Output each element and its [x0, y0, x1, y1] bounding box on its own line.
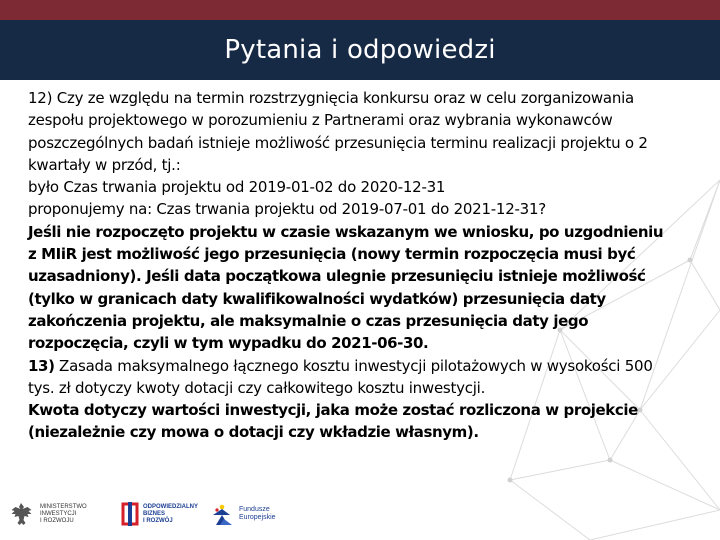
- odpowiedzialny-line2: BIZNES: [143, 510, 166, 517]
- question-12-proposed: proponujemy na: Czas trwania projektu od 2019-07-01 do 2021-12-31?: [28, 200, 546, 219]
- ministry-name-line3: I ROZWOJU: [40, 517, 74, 524]
- answer-13: Kwota dotyczy wartości inwestycji, jaka może zostać rozliczona w projekcie (niezależnie czy mowa o dotacji czy wkładzie własnym).: [28, 401, 638, 442]
- odpowiedzialny-biznes-logo: [120, 496, 198, 532]
- title-band: [0, 20, 720, 80]
- slide-title: Pytania i odpowiedzi: [224, 35, 496, 65]
- question-13-text: Zasada maksymalnego łącznego kosztu inwestycji pilotażowych w wysokości 500 tys. zł dotyczy kwoty dotacji czy całkowitego kosztu inwestycji.: [28, 356, 653, 397]
- question-13: [28, 355, 668, 400]
- question-12-was: było Czas trwania projektu od 2019-01-02 do 2020-12-31: [28, 178, 446, 197]
- ministry-logo: [6, 496, 87, 532]
- fundusze-europejskie-logo: [210, 496, 276, 532]
- eu-funds-line2: Europejskie: [239, 514, 276, 521]
- top-accent-band: [0, 0, 720, 20]
- ministry-name-line1: MINISTERSTWO: [40, 503, 87, 510]
- odpowiedzialny-line1: ODPOWIEDZIALNY: [143, 503, 198, 510]
- eu-funds-line1: Fundusze: [239, 506, 270, 513]
- question-12-text: Czy ze względu na termin rozstrzygnięcia konkursu oraz w celu zorganizowania zespołu projektowego w porozumieniu z Partnerami oraz wybrania wykonawców poszczególnych badań istnieje możliwość przesunięcia terminu realizacji projektu o 2 kwartały w przód, tj.:: [28, 89, 648, 174]
- footer-logos: [0, 496, 720, 540]
- question-13-number: 13): [28, 356, 55, 375]
- question-12-number: 12): [28, 89, 53, 107]
- qa-content: [28, 87, 668, 444]
- answer-12: Jeśli nie rozpoczęto projektu w czasie wskazanym we wniosku, po uzgodnieniu z MIiR jest możliwość jego przesunięcia (nowy termin rozpoczęcia musi być uzasadniony). Jeśli data początkowa ulegnie przesunięciu istnieje możliwość (tylko w granicach daty kwalifikowalności wydatków) przesunięcia daty zakończenia projektu, ale maksymalnie o czas przesunięcia daty jego rozpoczęcia, czyli w tym wypadku do 2021-06-30.: [28, 222, 664, 353]
- odpowiedzialny-line3: I ROZWÓJ: [143, 517, 173, 524]
- eagle-emblem-icon: [6, 499, 36, 529]
- odpowiedzialny-biznes-logo-icon: [120, 500, 140, 528]
- fundusze-europejskie-logo-icon: [210, 501, 236, 527]
- ministry-name-line2: INWESTYCJI: [40, 510, 77, 517]
- question-12: [28, 87, 668, 176]
